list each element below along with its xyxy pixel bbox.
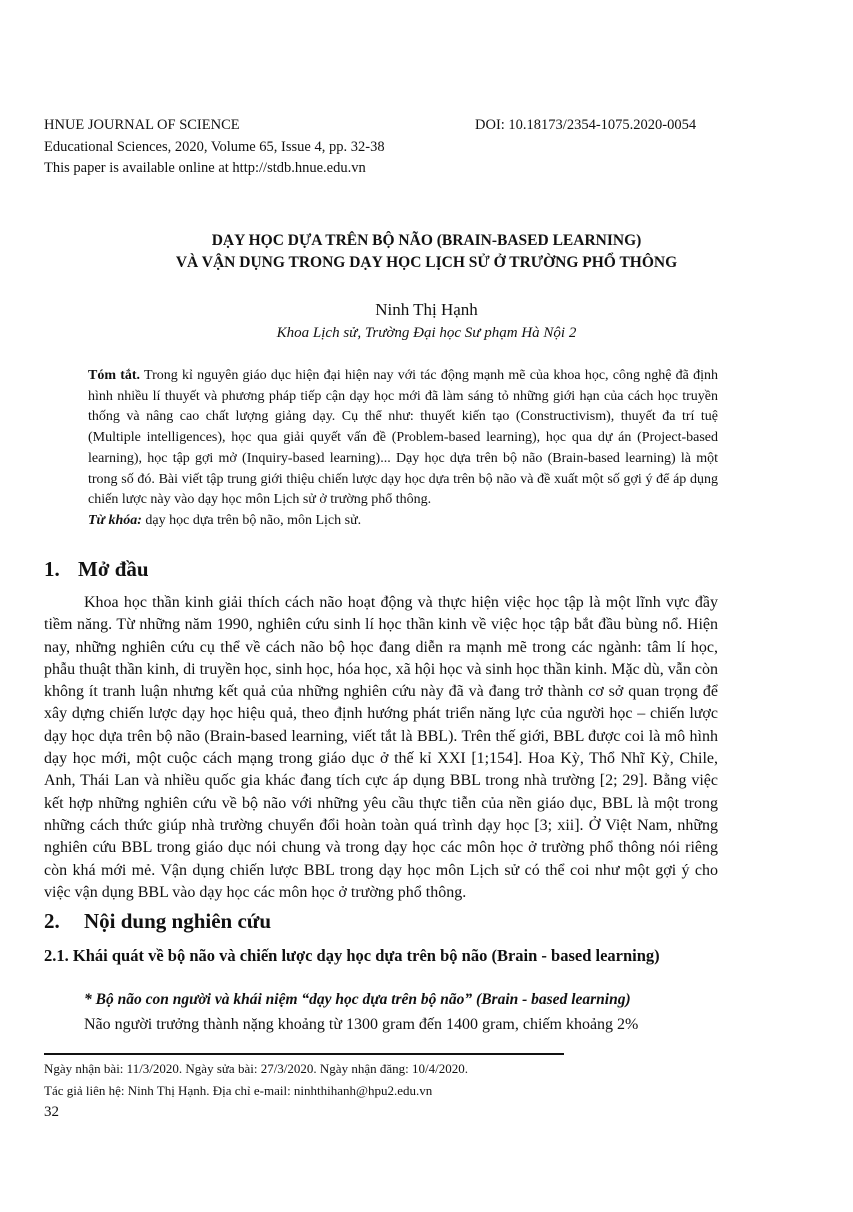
section-1-number: 1. [44,557,60,581]
footnote-divider [44,1053,564,1055]
availability-note: This paper is available online at http://stdb.hnue.edu.vn [44,160,366,176]
section-2-paragraph: Não người trưởng thành nặng khoảng từ 1300 gram đến 1400 gram, chiếm khoảng 2% [84,1016,639,1033]
paper-title-line2: VÀ VẬN DỤNG TRONG DẠY HỌC LỊCH SỬ Ở TRƯỜNG PHỔ THÔNG [175,254,678,271]
abstract-label: Tóm tắt. [88,368,141,383]
keywords: dạy học dựa trên bộ não, môn Lịch sử. [141,512,362,528]
paper-title-line1: DẠY HỌC DỰA TRÊN BỘ NÃO (BRAIN-BASED LEARNING) [211,232,642,249]
author-affiliation: Khoa Lịch sử, Trường Đại học Sư phạm Hà Nội 2 [276,325,577,341]
section-1-heading [44,557,149,582]
section-1-paragraph: Khoa học thần kinh giải thích cách não hoạt động và thực hiện việc học tập là một lĩnh vực đầy tiềm năng. Từ những năm 1990, nghiên cứu sinh lí học thần kinh về việc học tập bắt đầu bùng nổ. Hiện nay, những nghiên cứu cụ thể về cách não bộ học đang diễn ra mạnh mẽ trong các ngành: tâm lí học, phẫu thuật thần kinh, di truyền học, sinh học, hóa học, xã hội học và sinh học thần kinh. Mặc dù, vẫn còn không ít tranh luận nhưng kết quả của những nghiên cứu này đã và đang trở thành cơ sở quan trọng để xây dựng chiến lược dạy học hiệu quả, theo định hướng phát triển năng lực của người học – chiến lược dạy học dựa trên bộ não (Brain-based learning, viết tắt là BBL). Trên thế giới, BBL được coi là mô hình dạy học mới, một cuộc cách mạng trong giáo dục ở thế kỉ XXI [1;154]. Hoa Kỳ, Thổ Nhĩ Kỳ, Chile, Anh, Thái Lan và nhiều quốc gia khác đang tích cực áp dụng BBL trong nhà trường [2; 29]. Bằng việc kết hợp những nghiên cứu về bộ não với những yêu cầu thực tiễn của nền giáo dục, BBL là một trong những cách thức giúp nhà trường chuyển đổi hoàn toàn quá trình dạy học [3; xii]. Ở Việt Nam, những nghiên cứu BBL trong giáo dục nói chung và trong dạy học các môn học ở trường phổ thông nói riêng còn khá mới mẻ. Vận dụng chiến lược BBL trong dạy học môn Lịch sử có thể coi như một gợi ý cho việc vận dụng BBL vào dạy học các môn học ở trường phổ thông. [44,594,718,901]
doi: DOI: 10.18173/2354-1075.2020-0054 [475,117,697,133]
abstract [88,366,718,532]
page-number: 32 [44,1104,59,1120]
subsubsection-heading: * Bộ não con người và khái niệm “dạy học dựa trên bộ não” (Brain - based learning) [84,991,631,1008]
section-2-number: 2. [44,909,60,933]
subsection-2-1-heading: 2.1. Khái quát về bộ não và chiến lược dạy học dựa trên bộ não (Brain - based learning) [44,946,660,965]
section-2-title: Nội dung nghiên cứu [84,909,272,933]
footnote-dates: Ngày nhận bài: 11/3/2020. Ngày sửa bài: 27/3/2020. Ngày nhận đăng: 10/4/2020. [44,1061,468,1076]
section-2-body [44,1014,718,1036]
abstract-text: Trong kỉ nguyên giáo dục hiện đại hiện nay với tác động mạnh mẽ của khoa học, công nghệ đã định hình nhiều lí thuyết và phương pháp tiếp cận dạy học mới đã làm sáng tỏ những giới hạn của cách học truyền thống và nâng cao chất lượng giảng dạy. Cụ thể như: thuyết kiến tạo (Constructivism), thuyết đa trí tuệ (Multiple intelligences), học qua giải quyết vấn đề (Problem-based learning), học qua dự án (Project-based learning), học tập gợi mở (Inquiry-based learning)... Dạy học dựa trên bộ não (Brain-based learning) là một trong số đó. Bài viết tập trung giới thiệu chiến lược dạy học dựa trên bộ não và đề xuất một số gợi ý để áp dụng chiến lược này vào dạy học môn Lịch sử ở trường phổ thông. [88,368,718,508]
section-1-title: Mở đầu [78,557,149,581]
keywords-label: Từ khóa: [88,512,142,528]
journal-name: HNUE JOURNAL OF SCIENCE [44,117,240,133]
footnote-contact: Tác giả liên hệ: Ninh Thị Hạnh. Địa chỉ e-mail: ninhthihanh@hpu2.edu.vn [44,1083,433,1098]
section-2-heading [44,909,271,934]
issue-info: Educational Sciences, 2020, Volume 65, Issue 4, pp. 32-38 [44,139,385,155]
author-name: Ninh Thị Hạnh [375,300,478,319]
section-1-body [44,592,718,904]
